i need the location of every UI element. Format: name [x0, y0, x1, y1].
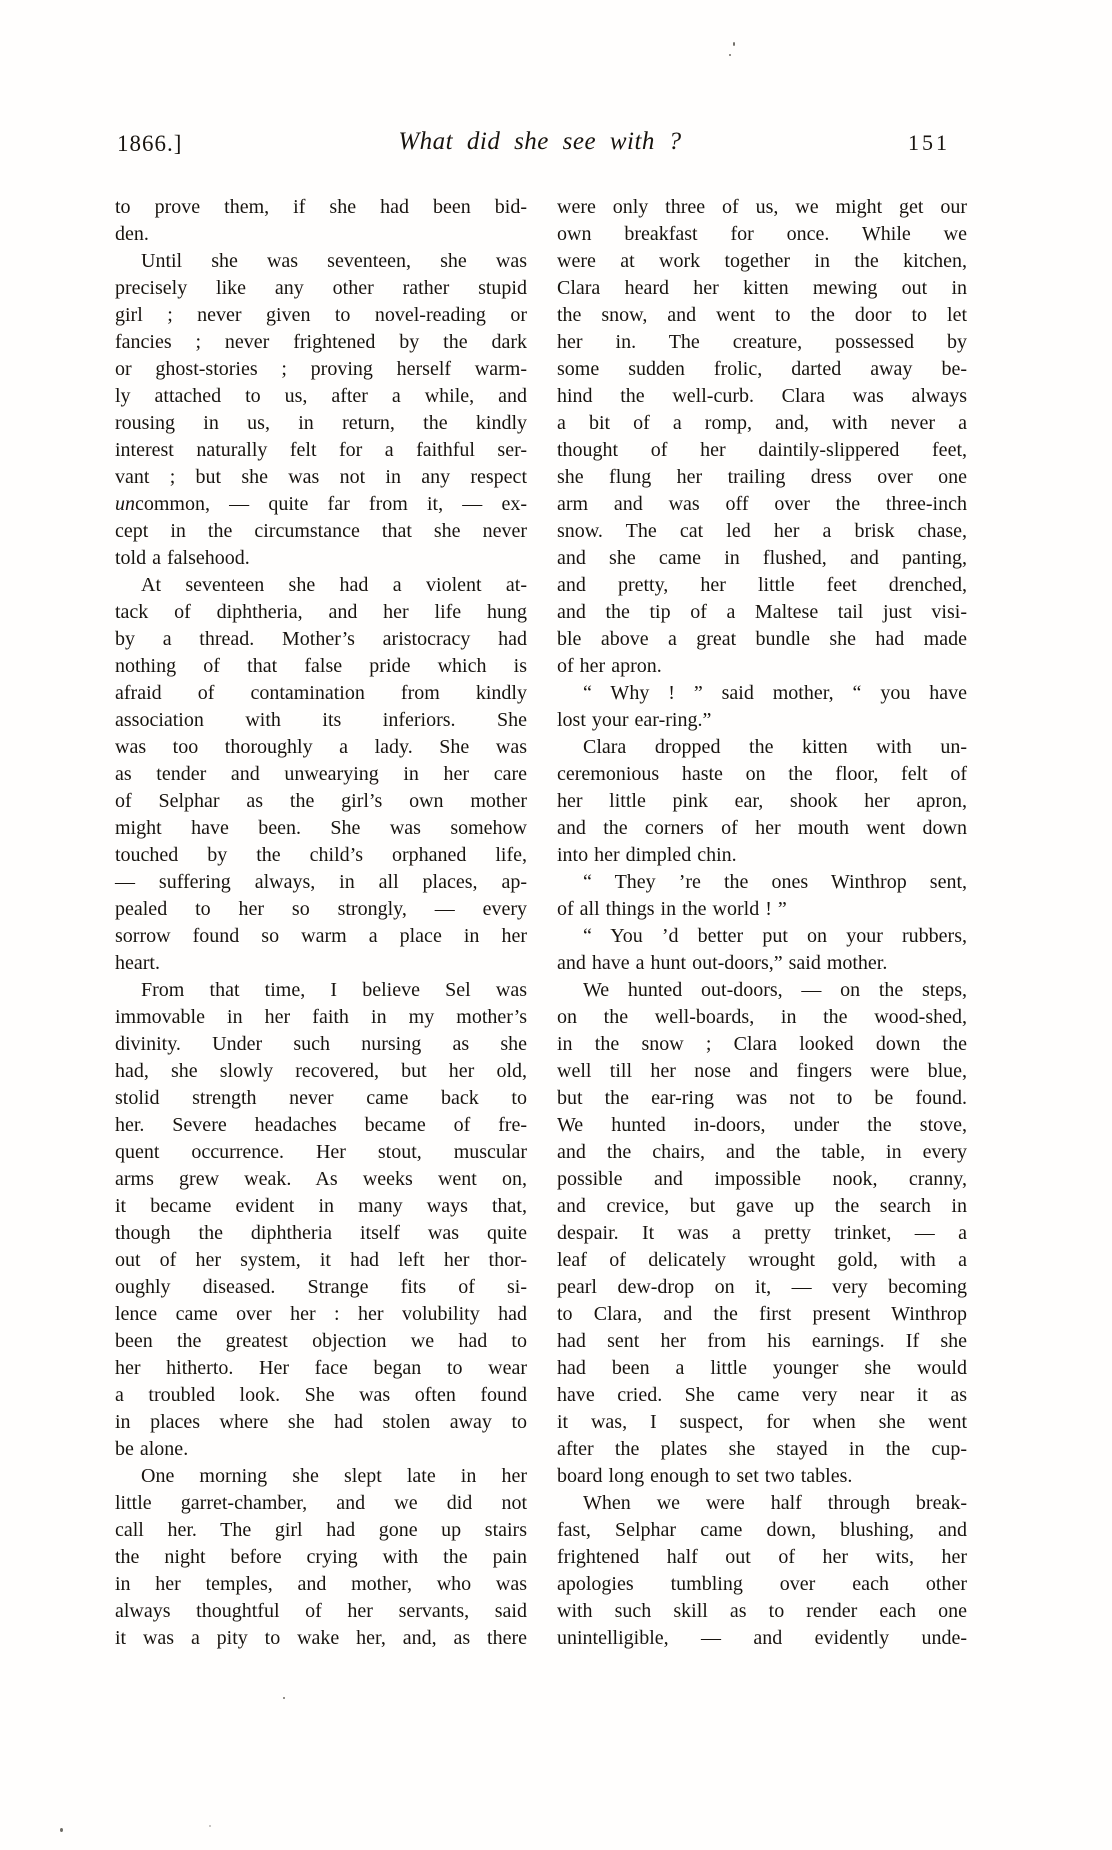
text-line: have cried. She came very near it as — [557, 1384, 967, 1406]
text-line: to prove them, if she had been bid- — [115, 196, 527, 218]
text-line: though the diphtheria itself was quite — [115, 1222, 527, 1244]
text-line: “ They ’re the ones Winthrop sent, — [583, 871, 967, 893]
paragraph — [557, 680, 967, 734]
text-line: snow. The cat led her a brisk chase, — [557, 520, 967, 542]
text-line: and the corners of her mouth went down — [557, 817, 967, 839]
text-line: it became evident in many ways that, — [115, 1195, 527, 1217]
text-line: ceremonious haste on the floor, felt of — [557, 763, 967, 785]
text-line: divinity. Under such nursing as she — [115, 1033, 527, 1055]
text-line: lost your ear-ring.” — [557, 709, 712, 731]
text-line: a troubled look. She was often found — [115, 1384, 527, 1406]
text-line: lence came over her : her volubility had — [115, 1303, 527, 1325]
text-line: fancies ; never frightened by the dark — [115, 331, 527, 353]
text-line: and crevice, but gave up the search in — [557, 1195, 967, 1217]
text-line: At seventeen she had a violent at- — [141, 574, 527, 596]
text-line: and she came in flushed, and panting, — [557, 547, 967, 569]
text-line: and the chairs, and the table, in every — [557, 1141, 967, 1163]
text-line: she flung her trailing dress over one — [557, 466, 967, 488]
text-line: unintelligible, — and evidently unde- — [557, 1627, 967, 1649]
text-line: tack of diphtheria, and her life hung — [115, 601, 527, 623]
text-line: girl ; never given to novel-reading or — [115, 304, 527, 326]
text-line: on the well-boards, in the wood-shed, — [557, 1006, 967, 1028]
text-line: cept in the circumstance that she never — [115, 520, 527, 542]
scan-speck — [733, 42, 735, 46]
text-line: her little pink ear, shook her apron, — [557, 790, 967, 812]
text-line: oughly diseased. Strange fits of si- — [115, 1276, 527, 1298]
paragraph — [557, 1490, 967, 1652]
text-line: might have been. She was somehow — [115, 817, 527, 839]
header-year: 1866.] — [117, 131, 183, 156]
paragraph — [557, 923, 967, 977]
text-line: heart. — [115, 952, 160, 974]
text-line: nothing of that false pride which is — [115, 655, 527, 677]
text-line: immovable in her faith in my mother’s — [115, 1006, 527, 1028]
text-line: Clara dropped the kitten with un- — [583, 736, 967, 758]
text-line: had sent her from his earnings. If she — [557, 1330, 967, 1352]
text-line: a bit of a romp, and, with never a — [557, 412, 967, 434]
text-line: of Selphar as the girl’s own mother — [115, 790, 527, 812]
scan-speck — [729, 54, 731, 56]
text-line: by a thread. Mother’s aristocracy had — [115, 628, 527, 650]
text-line: board long enough to set two tables. — [557, 1465, 853, 1487]
text-line: stolid strength never came back to — [115, 1087, 527, 1109]
text-line: apologies tumbling over each other — [557, 1573, 967, 1595]
text-line: thought of her daintily-slippered feet, — [557, 439, 967, 461]
text-line: den. — [115, 223, 149, 245]
text-line: “ Why ! ” said mother, “ you have — [583, 682, 967, 704]
text-line: “ You ’d better put on your rubbers, — [583, 925, 967, 947]
paragraph — [115, 572, 527, 977]
text-line: the night before crying with the pain — [115, 1546, 527, 1568]
header-page-number: 151 — [908, 130, 950, 155]
text-line: it was, I suspect, for when she went — [557, 1411, 967, 1433]
text-line: ly attached to us, after a while, and — [115, 385, 527, 407]
paragraph — [557, 734, 967, 869]
text-line: We hunted in-doors, under the stove, — [557, 1114, 967, 1136]
text-line: afraid of contamination from kindly — [115, 682, 527, 704]
text-line: or ghost-stories ; proving herself warm- — [115, 358, 527, 380]
text-line: sorrow found so warm a place in her — [115, 925, 527, 947]
text-line: her hitherto. Her face began to wear — [115, 1357, 527, 1379]
text-line: We hunted out-doors, — on the steps, — [583, 979, 967, 1001]
text-line: been the greatest objection we had to — [115, 1330, 527, 1352]
text-column-left — [115, 194, 527, 1652]
text-line: precisely like any other rather stupid — [115, 277, 527, 299]
text-line: call her. The girl had gone up stairs — [115, 1519, 527, 1541]
text-line: had, she slowly recovered, but her old, — [115, 1060, 527, 1082]
header-title: What did she see with ? — [398, 128, 682, 155]
text-line: pealed to her so strongly, — every — [115, 898, 527, 920]
text-line: One morning she slept late in her — [141, 1465, 527, 1487]
text-line: arm and was off over the three-inch — [557, 493, 967, 515]
paragraph — [557, 869, 967, 923]
text-line: quent occurrence. Her stout, muscular — [115, 1141, 527, 1163]
text-line: — suffering always, in all places, ap- — [115, 871, 527, 893]
paragraph — [115, 977, 527, 1463]
text-line: pearl dew-drop on it, — very becoming — [557, 1276, 967, 1298]
text-line: were at work together in the kitchen, — [557, 250, 967, 272]
text-line: always thoughtful of her servants, said — [115, 1600, 527, 1622]
text-line: into her dimpled chin. — [557, 844, 737, 866]
text-line: told a falsehood. — [115, 547, 250, 569]
text-line: well till her nose and fingers were blue, — [557, 1060, 967, 1082]
text-line: interest naturally felt for a faithful ser- — [115, 439, 527, 461]
text-line: her in. The creature, possessed by — [557, 331, 967, 353]
text-line: despair. It was a pretty trinket, — a — [557, 1222, 967, 1244]
text-line: vant ; but she was not in any respect — [115, 466, 527, 488]
text-line: it was a pity to wake her, and, as there — [115, 1627, 527, 1649]
text-line: of her apron. — [557, 655, 662, 677]
text-line: When we were half through break- — [583, 1492, 967, 1514]
text-line: in her temples, and mother, who was — [115, 1573, 527, 1595]
paragraph — [115, 1463, 527, 1652]
text-line: were only three of us, we might get our — [557, 196, 967, 218]
text-line: some sudden frolic, darted away be- — [557, 358, 967, 380]
paragraph — [115, 194, 527, 248]
scan-speck — [209, 1825, 211, 1827]
text-line: and pretty, her little feet drenched, — [557, 574, 967, 596]
text-line: arms grew weak. As weeks went on, — [115, 1168, 527, 1190]
text-line: to Clara, and the first present Winthrop — [557, 1303, 967, 1325]
paragraph — [557, 194, 967, 680]
text-line: frightened half out of her wits, her — [557, 1546, 967, 1568]
text-line: after the plates she stayed in the cup- — [557, 1438, 967, 1460]
text-line: ble above a great bundle she had made — [557, 628, 967, 650]
text-line: in the snow ; Clara looked down the — [557, 1033, 967, 1055]
text-line: possible and impossible nook, cranny, — [557, 1168, 967, 1190]
text-line: little garret-chamber, and we did not — [115, 1492, 527, 1514]
italic-text: un — [115, 493, 135, 515]
text-line: leaf of delicately wrought gold, with a — [557, 1249, 967, 1271]
text-line: the snow, and went to the door to let — [557, 304, 967, 326]
scan-speck — [60, 1828, 63, 1832]
text-line: be alone. — [115, 1438, 189, 1460]
text-line: of all things in the world ! ” — [557, 898, 787, 920]
text-line: own breakfast for once. While we — [557, 223, 967, 245]
text-line: From that time, I believe Sel was — [141, 979, 527, 1001]
text-line: touched by the child’s orphaned life, — [115, 844, 527, 866]
text-line: her. Severe headaches became of fre- — [115, 1114, 527, 1136]
text-line: and the tip of a Maltese tail just visi- — [557, 601, 967, 623]
text-line: and have a hunt out-doors,” said mother. — [557, 952, 888, 974]
text-line: association with its inferiors. She — [115, 709, 527, 731]
scan-speck — [283, 1697, 285, 1699]
text-line: Until she was seventeen, she was — [141, 250, 527, 272]
text-line: but the ear-ring was not to be found. — [557, 1087, 967, 1109]
text-line: uncommon, — quite far from it, — ex- — [115, 493, 527, 515]
text-line: had been a little younger she would — [557, 1357, 967, 1379]
text-line: out of her system, it had left her thor- — [115, 1249, 527, 1271]
paragraph — [115, 248, 527, 572]
text-line: as tender and unwearying in her care — [115, 763, 527, 785]
text-line: in places where she had stolen away to — [115, 1411, 527, 1433]
paragraph — [557, 977, 967, 1490]
text-line: fast, Selphar came down, blushing, and — [557, 1519, 967, 1541]
text-column-right — [557, 194, 967, 1652]
text-line: was too thoroughly a lady. She was — [115, 736, 527, 758]
text-line: rousing in us, in return, the kindly — [115, 412, 527, 434]
text-line: with such skill as to render each one — [557, 1600, 967, 1622]
text-line: Clara heard her kitten mewing out in — [557, 277, 967, 299]
text-line: hind the well-curb. Clara was always — [557, 385, 967, 407]
